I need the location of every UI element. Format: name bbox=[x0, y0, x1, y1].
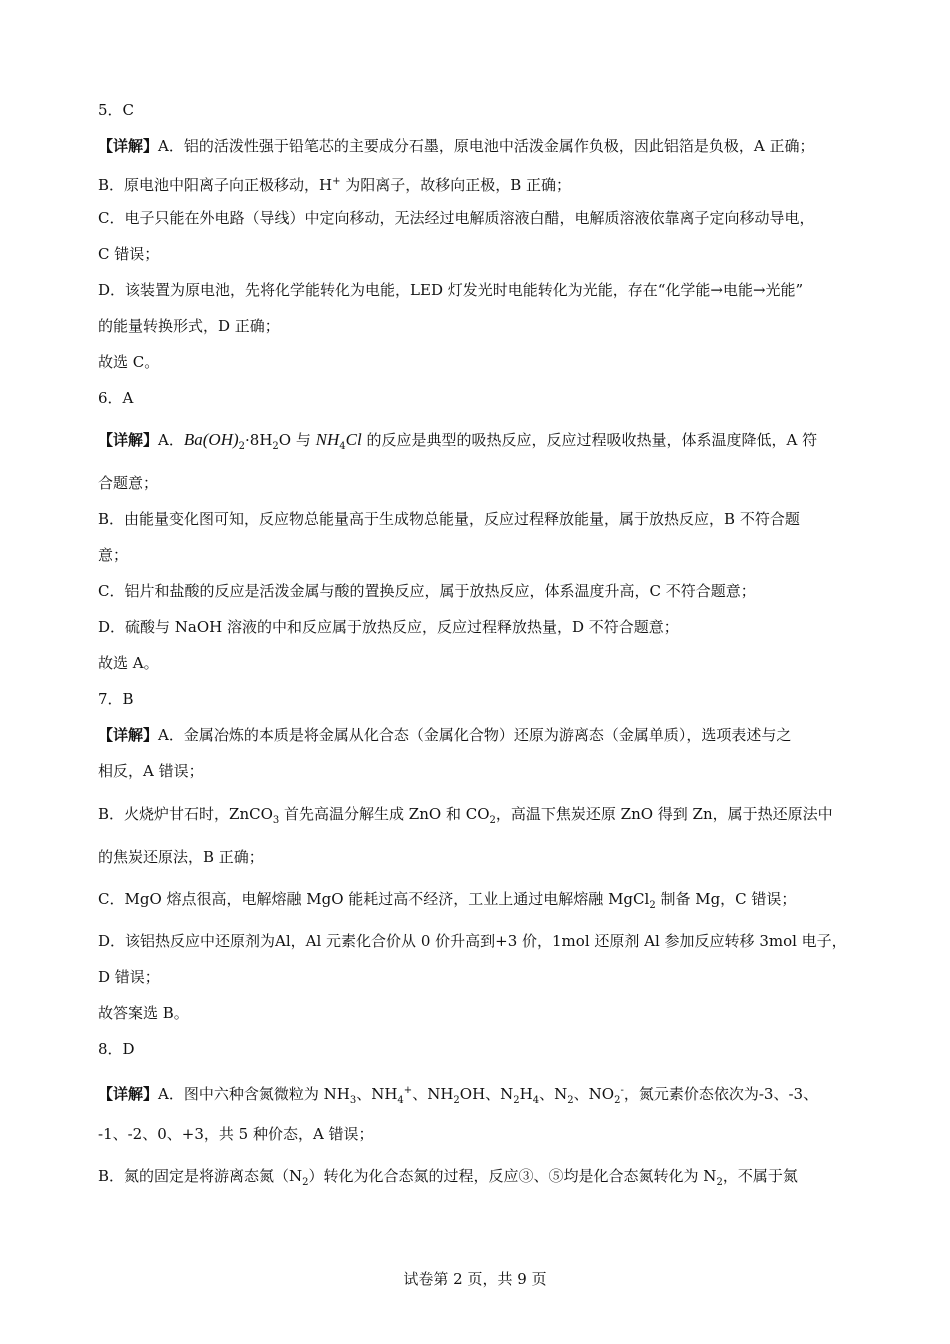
q6-option-c: C．铝片和盐酸的反应是活泼金属与酸的置换反应，属于放热反应，体系温度升高，C 不符合题意； bbox=[98, 582, 756, 600]
explain-tag: 【详解】 bbox=[98, 726, 159, 744]
q5-option-d: D．该装置为原电池，先将化学能转化为电能，LED 灯发光时电能转化为光能，存在“化学能→电能→光能” bbox=[98, 281, 804, 299]
q5-answer: 5．C bbox=[98, 101, 135, 119]
q8-option-a: 【详解】A．图中六种含氮微粒为 $NH_3$、$NH_4^+$、$NH_2OH$、$N_2H_4$、$N_2$、$NO_2^-$，氮元素价态依次为-3、-3、 bbox=[98, 1085, 819, 1106]
q5-option-a: 【详解】A．铝的活泼性强于铅笔芯的主要成分石墨，原电池中活泼金属作负极，因此铝箔是负极，A 正确； bbox=[98, 137, 815, 155]
q5-option-c-cont: C 错误； bbox=[98, 245, 160, 263]
q7-option-d: D．该铝热反应中还原剂为Al，Al 元素化合价从 0 价升高到+3 价，1mol 还原剂 Al 参加反应转移 3mol 电子， bbox=[98, 932, 847, 950]
q6-conclusion: 故选 A。 bbox=[98, 654, 159, 672]
q7-option-b: B．火烧炉甘石时，ZnCO$_3$ 首先高温分解生成 ZnO 和 $CO_2$，高温下焦炭还原 ZnO 得到 Zn，属于热还原法中 bbox=[98, 805, 833, 826]
q6-answer: 6．A bbox=[98, 389, 134, 407]
q5-option-c: C．电子只能在外电路（导线）中定向移动，无法经过电解质溶液白醋，电解质溶液依靠离子定向移动导电， bbox=[98, 209, 815, 227]
q7-option-c: C．MgO 熔点很高，电解熔融 MgO 能耗过高不经济，工业上通过电解熔融 MgCl$_2$ 制备 Mg，C 错误； bbox=[98, 890, 797, 911]
q8-option-b: B．氮的固定是将游离态氮$(N_2)$转化为化合态氮的过程，反应③、⑤均是化合态氮转化为 $N_2$，不属于氮 bbox=[98, 1167, 798, 1188]
q6-option-a-cont: 合题意； bbox=[98, 474, 159, 492]
explain-tag: 【详解】 bbox=[98, 1085, 159, 1103]
q6-option-b: B．由能量变化图可知，反应物总能量高于生成物总能量，反应过程释放能量，属于放热反应，B 不符合题 bbox=[98, 510, 800, 528]
q5-conclusion: 故选 C。 bbox=[98, 353, 160, 371]
q7-option-b-cont: 的焦炭还原法，B 正确； bbox=[98, 848, 264, 866]
q6-option-a: 【详解】A．$Ba(OH)_2\cdot 8H_2O$ 与 $NH_4Cl$ 的反应是典型的吸热反应，反应过程吸收热量，体系温度降低，A 符 bbox=[98, 430, 818, 452]
q6-option-b-cont: 意； bbox=[98, 546, 129, 564]
explain-tag: 【详解】 bbox=[98, 431, 159, 449]
q8-option-a-cont: -1、-2、0、+3，共 5 种价态，A 错误； bbox=[98, 1125, 374, 1143]
q5-option-b: B．原电池中阳离子向正极移动，H+ 为阳离子，故移向正极，B 正确； bbox=[98, 176, 572, 194]
q7-option-d-cont: D 错误； bbox=[98, 968, 160, 986]
explain-tag: 【详解】 bbox=[98, 137, 159, 155]
q5-option-d-cont: 的能量转换形式，D 正确； bbox=[98, 317, 280, 335]
q7-option-a: 【详解】A．金属冶炼的本质是将金属从化合态（金属化合物）还原为游离态（金属单质），选项表述与之 bbox=[98, 726, 792, 744]
page-footer: 试卷第 2 页，共 9 页 bbox=[403, 1270, 547, 1288]
q7-option-a-cont: 相反，A 错误； bbox=[98, 762, 204, 780]
q8-answer: 8．D bbox=[98, 1040, 135, 1058]
q6-option-d: D．硫酸与 NaOH 溶液的中和反应属于放热反应，反应过程释放热量，D 不符合题意； bbox=[98, 618, 679, 636]
q7-conclusion: 故答案选 B。 bbox=[98, 1004, 189, 1022]
q7-answer: 7．B bbox=[98, 690, 134, 708]
